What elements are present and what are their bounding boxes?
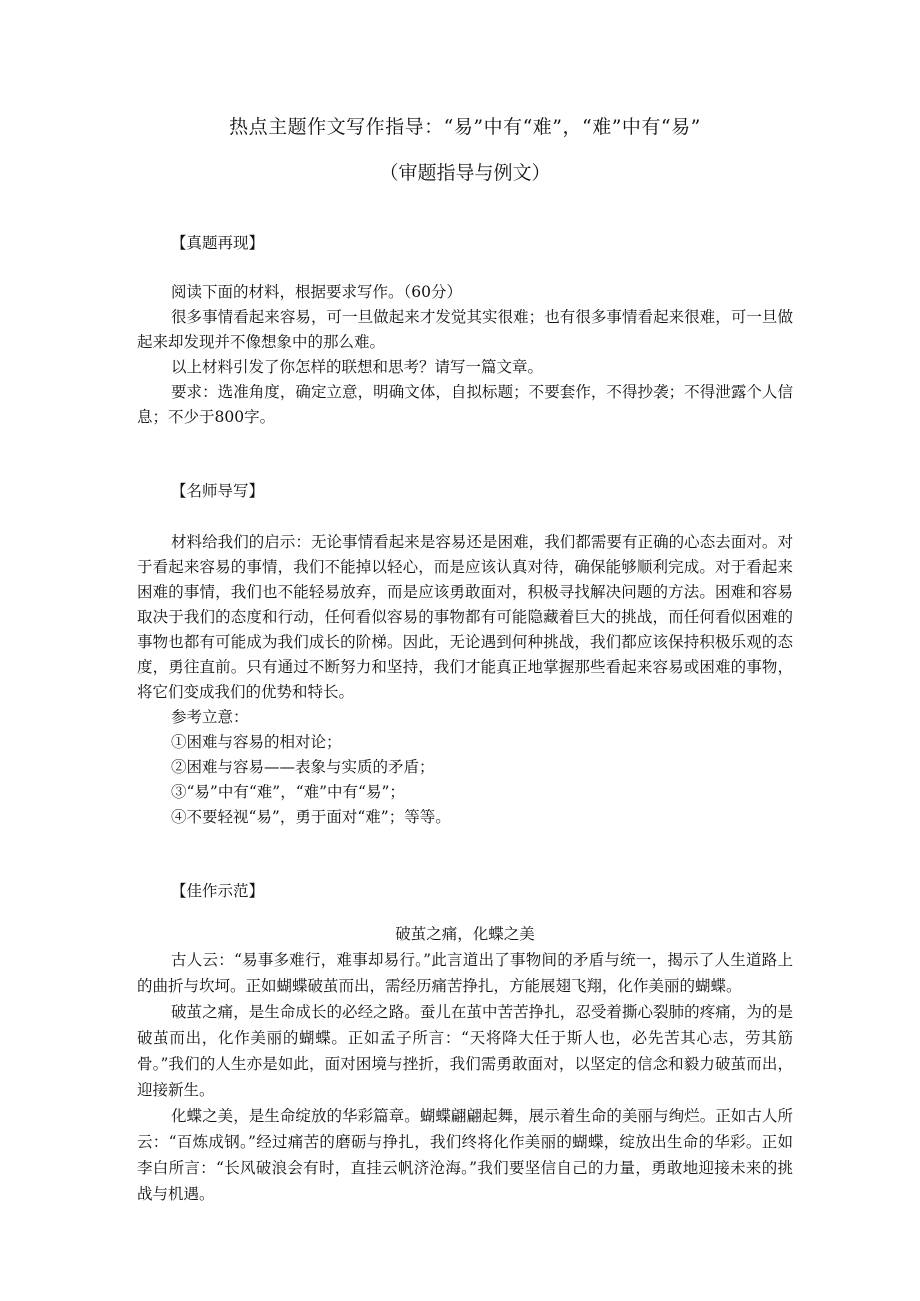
paragraph: 参考立意：: [171, 708, 249, 726]
section-teacher-guide: [137, 480, 793, 830]
paragraph: 古人云：“易事多难行，难事却易行。”此言道出了事物间的矛盾与统一，揭示了人生道路上的曲折与坎坷。正如蝴蝶破茧而出，需经历痛苦挣扎，方能展翅飞翔，化作美丽的蝴蝶。: [137, 951, 793, 995]
paragraph: 阅读下面的材料，根据要求写作。（60分）: [171, 283, 462, 301]
list-item: ④不要轻视“易”，勇于面对“难”；等等。: [171, 808, 451, 826]
paragraph: 要求：选准角度，确定立意，明确文体，自拟标题；不要套作，不得抄袭；不得泄露个人信息；不少于800字。: [137, 383, 793, 426]
paragraph: 以上材料引发了你怎样的联想和思考？请写一篇文章。: [171, 358, 544, 376]
paragraph: 化蝶之美，是生命绽放的华彩篇章。蝴蝶翩翩起舞，展示着生命的美丽与绚烂。正如古人所云：“百炼成钢。”经过痛苦的磨砺与挣扎，我们终将化作美丽的蝴蝶，绽放出生命的华彩。正如李白所言：“长风破浪会有时，直挂云帆济沧海。”我们要坚信自己的力量，勇敢地迎接未来的挑战与机遇。: [137, 1107, 793, 1203]
essay-title: 破茧之痛，化蝶之美: [395, 925, 535, 943]
list-item: ②困难与容易——表象与实质的矛盾；: [171, 758, 435, 776]
paragraph: 破茧之痛，是生命成长的必经之路。蚕儿在茧中苦苦挣扎，忍受着撕心裂肺的疼痛，为的是破茧而出，化作美丽的蝴蝶。正如孟子所言：“天将降大任于斯人也，必先苦其心志，劳其筋骨。”我们的人生亦是如此，面对困境与挫折，我们需勇敢面对，以坚定的信念和毅力破茧而出，迎接新生。: [137, 1003, 793, 1099]
section-body-teacher-guide: [137, 530, 793, 830]
section-model-essay: [137, 880, 793, 1207]
list-item: ①困难与容易的相对论；: [171, 733, 342, 751]
document-title: 热点主题作文写作指导：“易”中有“难”，“难”中有“易”: [229, 116, 701, 138]
section-heading-teacher-guide: 【名师导写】: [171, 482, 265, 500]
paragraph: 材料给我们的启示：无论事情看起来是容易还是困难，我们都需要有正确的心态去面对。对于看起来容易的事情，我们不能掉以轻心，而是应该认真对待，确保能够顺利完成。对于看起来困难的事情，我们也不能轻易放弃，而是应该勇敢面对，积极寻找解决问题的方法。困难和容易取决于我们的态度和行动，任何看似容易的事物都有可能隐藏着巨大的挑战，而任何看似困难的事物也都有可能成为我们成长的阶梯。因此，无论遇到何种挑战，我们都应该保持积极乐观的态度，勇往直前。只有通过不断努力和坚持，我们才能真正地掌握那些看起来容易或困难的事物，将它们变成我们的优势和特长。: [137, 533, 793, 701]
list-item: ③“易”中有“难”，“难”中有“易”；: [171, 783, 405, 801]
paragraph: 很多事情看起来容易，可一旦做起来才发觉其实很难；也有很多事情看起来很难，可一旦做起来却发现并不像想象中的那么难。: [137, 308, 793, 351]
section-heading-model-essay: 【佳作示范】: [171, 882, 265, 900]
document-subtitle: （审题指导与例文）: [379, 162, 551, 184]
section-real-exam: [137, 232, 793, 430]
section-heading-real-exam: 【真题再现】: [171, 234, 265, 252]
document-page: [137, 110, 793, 1207]
section-body-real-exam: [137, 280, 793, 430]
